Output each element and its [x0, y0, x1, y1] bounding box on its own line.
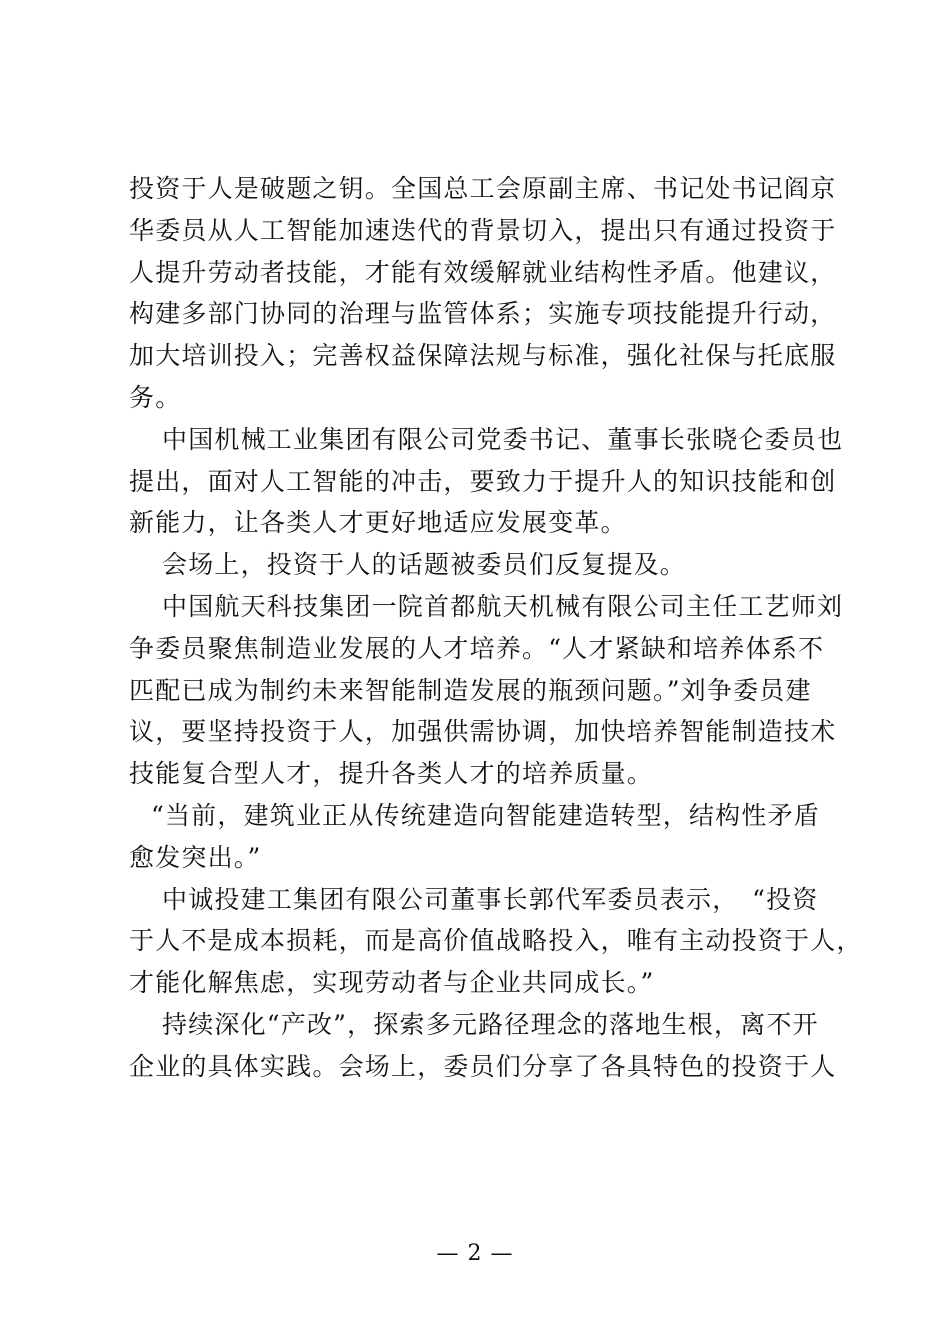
- text-line: 企业的具体实践。会场上，委员们分享了各具特色的投资于人: [129, 1051, 837, 1081]
- page-number: — 2 —: [436, 1241, 514, 1266]
- text-line: 加大培训投入；完善权益保障法规与标准，强化社保与托底服: [129, 341, 837, 371]
- paragraph-2: [129, 419, 844, 544]
- text-line: 投资于人是破题之钥。全国总工会原副主席、书记处书记阎京: [129, 174, 837, 203]
- text-line: 中国机械工业集团有限公司党委书记、董事长张晓仑委员也: [162, 424, 844, 454]
- text-line: 构建多部门协同的治理与监管体系；实施专项技能提升行动，: [129, 299, 837, 329]
- document-body: [129, 168, 863, 1088]
- text-line: 人提升劳动者技能，才能有效缓解就业结构性矛盾。他建议，: [129, 257, 837, 287]
- text-line: 匹配已成为制约未来智能制造发展的瓶颈问题。”刘争委员建: [129, 675, 812, 705]
- text-line: 于人不是成本损耗，而是高价值战略投入，唯有主动投资于人，: [129, 926, 863, 956]
- text-line: 会场上，投资于人的话题被委员们反复提及。: [162, 550, 687, 580]
- text-line: 争委员聚焦制造业发展的人才培养。“人才紧缺和培养体系不: [129, 633, 825, 663]
- text-line: 愈发突出。”: [129, 842, 262, 872]
- paragraph-5: [129, 795, 834, 879]
- text-line: 才能化解焦虑，实现劳动者与企业共同成长。”: [129, 968, 655, 998]
- text-line: 提出，面对人工智能的冲击，要致力于提升人的知识技能和创: [129, 466, 837, 496]
- text-line: 技能复合型人才，提升各类人才的培养质量。: [129, 759, 654, 789]
- paragraph-4: [129, 586, 844, 795]
- text-line: 务。: [129, 382, 182, 412]
- paragraph-7: [129, 1004, 837, 1088]
- text-line: “当前，建筑业正从传统建造向智能建造转型，结构性矛盾: [151, 800, 820, 830]
- text-line: 议，要坚持投资于人，加强供需协调，加快培养智能制造技术: [129, 717, 837, 747]
- text-line: 新能力，让各类人才更好地适应发展变革。: [129, 508, 627, 538]
- text-line: 持续深化“产改”，探索多元路径理念的落地生根，离不开: [162, 1009, 819, 1039]
- paragraph-1: [129, 168, 837, 419]
- paragraph-6: [129, 879, 863, 1004]
- paragraph-3: [129, 544, 834, 586]
- text-line: 中诚投建工集团有限公司董事长郭代军委员表示， “投资: [162, 884, 819, 914]
- text-line: 中国航天科技集团一院首都航天机械有限公司主任工艺师刘: [162, 591, 844, 621]
- text-line: 华委员从人工智能加速迭代的背景切入，提出只有通过投资于: [129, 215, 837, 245]
